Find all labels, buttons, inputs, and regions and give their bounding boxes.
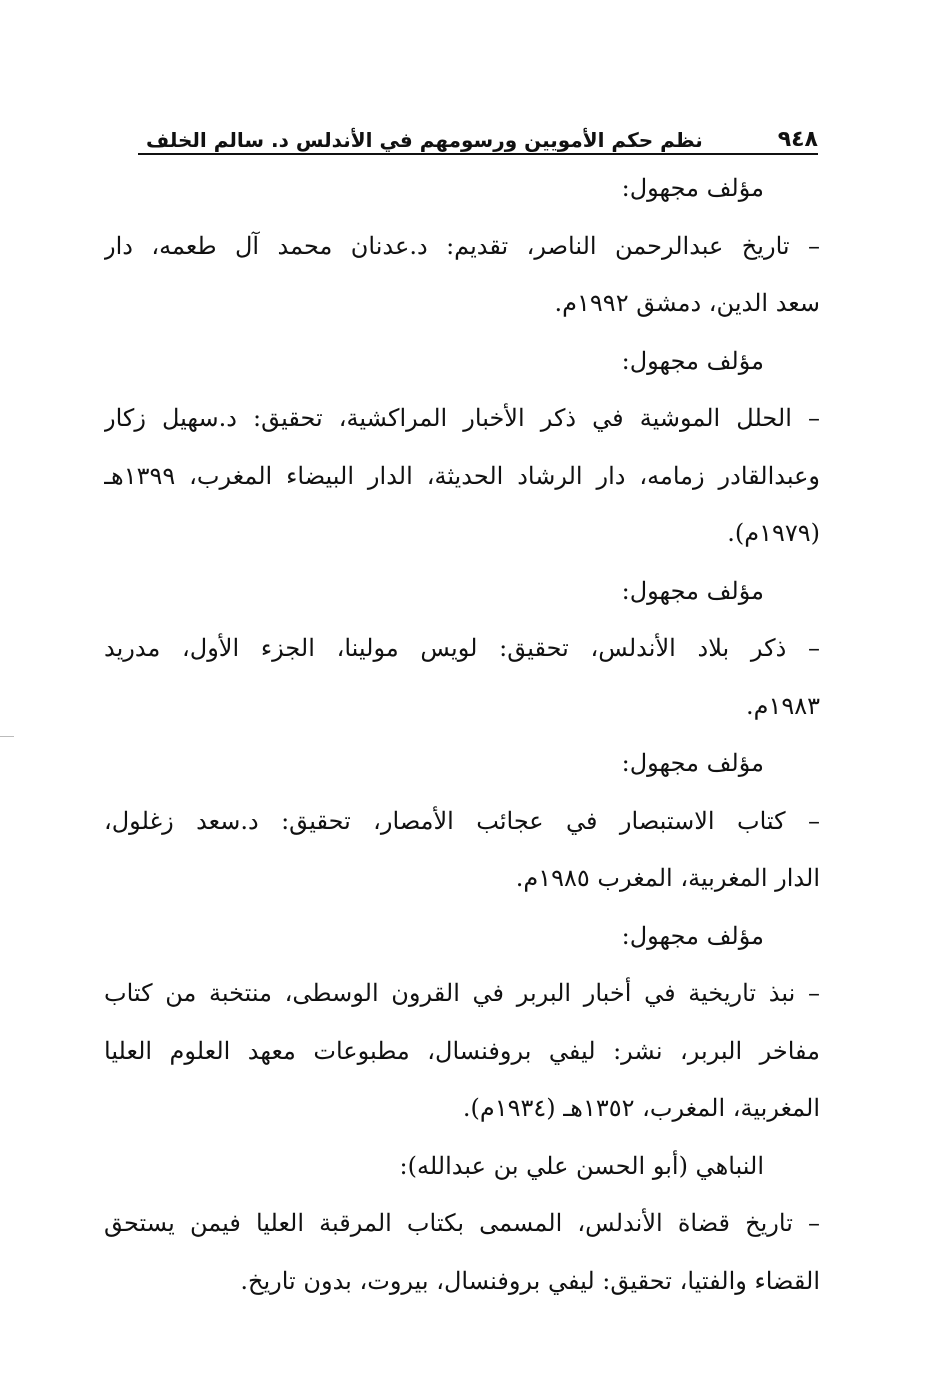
margin-mark xyxy=(0,736,14,737)
page-number: ٩٤٨ xyxy=(777,127,818,152)
author-heading: مؤلف مجهول: xyxy=(621,749,764,777)
entry-line: المغربية، المغرب، ١٣٥٢هـ (١٩٣٤م). xyxy=(462,1094,820,1122)
author-heading: مؤلف مجهول: xyxy=(621,576,764,605)
entry-line: – تاريخ قضاة الأندلس، المسمى بكتاب المرقبة العليا فيمن يستحق xyxy=(104,1209,820,1237)
entry-line: (١٩٧٩م). xyxy=(727,519,820,547)
entry-line: وعبدالقادر زمامه، دار الرشاد الحديثة، الدار البيضاء المغرب، ١٣٩٩هـ xyxy=(104,461,820,490)
author-heading: مؤلف مجهول: xyxy=(621,346,764,375)
entry-line: مفاخر البربر، نشر: ليفي بروفنسال، مطبوعات معهد العلوم العليا xyxy=(104,1036,820,1065)
entry-line: – تاريخ عبدالرحمن الناصر، تقديم: د.عدنان محمد آل طعمه، دار xyxy=(104,231,820,260)
author-heading: مؤلف مجهول: xyxy=(621,921,764,950)
bibliography-list xyxy=(104,160,820,1310)
author-heading: مؤلف مجهول: xyxy=(621,174,764,202)
entry-line: ١٩٨٣م. xyxy=(745,691,820,720)
running-title: نظم حكم الأمويين ورسومهم في الأندلس د. سالم الخلف xyxy=(146,128,703,152)
header-rule xyxy=(138,153,818,155)
entry-line: سعد الدين، دمشق ١٩٩٢م. xyxy=(554,289,820,317)
entry-line: الدار المغربية، المغرب ١٩٨٥م. xyxy=(515,864,820,892)
author-heading: النباهي (أبو الحسن علي بن عبدالله): xyxy=(399,1151,764,1180)
entry-line: – نبذ تاريخية في أخبار البربر في القرون الوسطى، منتخبة من كتاب xyxy=(104,979,820,1007)
entry-line: القضاء والفتيا، تحقيق: ليفي بروفنسال، بيروت، بدون تاريخ. xyxy=(240,1266,820,1295)
page-header xyxy=(138,112,818,152)
entry-line: – كتاب الاستبصار في عجائب الأمصار، تحقيق: د.سعد زغلول، xyxy=(104,806,820,835)
entry-line: – الحلل الموشية في ذكر الأخبار المراكشية، تحقيق: د.سهيل زكار xyxy=(104,404,820,432)
entry-line: – ذكر بلاد الأندلس، تحقيق: لويس مولينا، الجزء الأول، مدريد xyxy=(104,634,820,662)
